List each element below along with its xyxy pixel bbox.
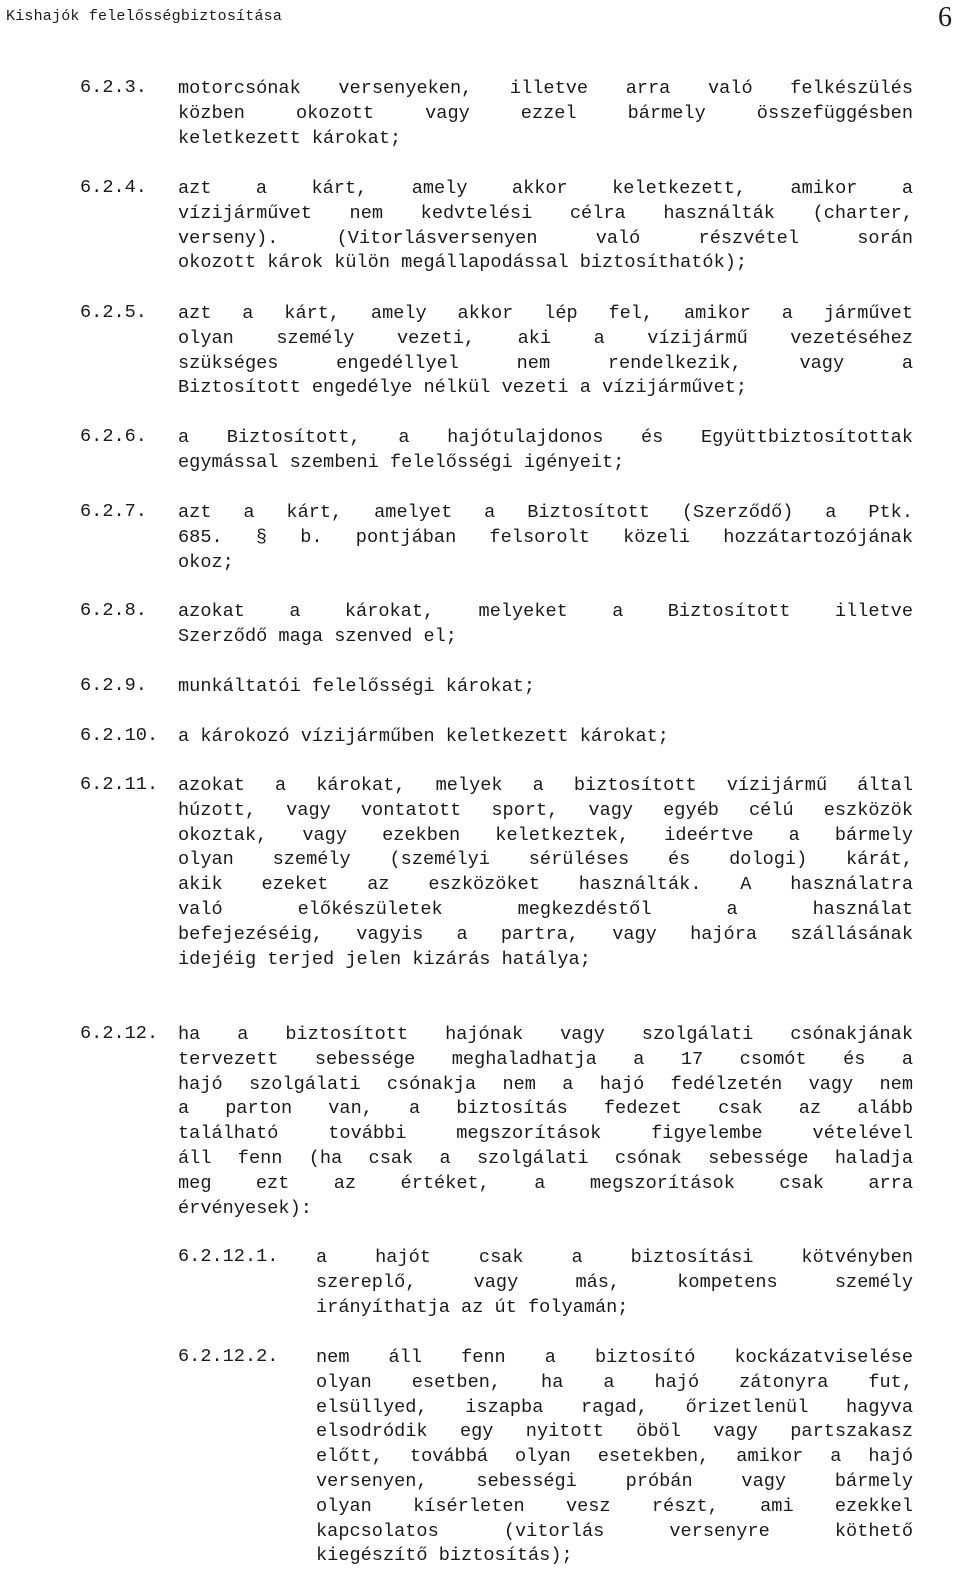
item-text <box>178 426 913 476</box>
text-line: versenyen, sebességi próbán vagy bármely <box>316 1470 913 1492</box>
text-line: 685. § b. pontjában felsorolt közeli hozzátartozójának <box>178 526 913 548</box>
text-line: található további megszorítások figyelembe vételével <box>178 1123 913 1145</box>
item-text <box>316 1346 913 1569</box>
text-line: elsodródik egy nyitott öböl vagy partszakasz <box>316 1421 913 1443</box>
text-line: azokat a károkat, melyek a biztosított vízijármű által <box>178 775 913 796</box>
text-line: való előkészületek megkezdéstől a használat <box>178 898 913 920</box>
text-line: vízijárművet nem kedvtelési célra használták (charter, <box>178 202 913 224</box>
text-line: azt a kárt, amely akkor lép fel, amikor a járművet <box>178 303 913 324</box>
page-number: 6 <box>938 2 952 33</box>
text-line: egymással szembeni felelősségi igényeit; <box>178 451 625 473</box>
text-line: munkáltatói felelősségi károkat; <box>178 676 536 697</box>
text-line: kapcsolatos (vitorlás versenyre köthető <box>316 1520 913 1542</box>
text-line: motorcsónak versenyeken, illetve arra való felkészülés <box>178 78 913 99</box>
item-number: 6.2.12.1. <box>178 1246 279 1267</box>
item-number: 6.2.12. <box>80 1023 159 1044</box>
text-line: a károkozó vízijárműben keletkezett károkat; <box>178 726 669 747</box>
item-text <box>178 77 913 151</box>
text-line: Szerződő maga szenved el; <box>178 625 457 647</box>
text-line: olyan személy vezeti, aki a vízijármű vezetéséhez <box>178 327 913 349</box>
text-line: húzott, vagy vontatott sport, vagy egyéb célú eszközök <box>178 799 913 821</box>
item-number: 6.2.12.2. <box>178 1346 279 1367</box>
page-header <box>6 2 952 33</box>
text-line: olyan kísérleten vesz részt, ami ezekkel <box>316 1495 913 1517</box>
text-line: olyan esetben, ha a hajó zátonyra fut, <box>316 1371 913 1393</box>
item-number: 6.2.10. <box>80 725 159 746</box>
text-line: a Biztosított, a hajótulajdonos és Együttbiztosítottak <box>178 427 913 448</box>
item-number: 6.2.5. <box>80 302 147 323</box>
item-number: 6.2.7. <box>80 501 147 522</box>
text-line: azokat a károkat, melyeket a Biztosított illetve <box>178 601 913 622</box>
item-number: 6.2.4. <box>80 177 147 198</box>
text-line: a hajót csak a biztosítási kötvényben <box>316 1247 913 1268</box>
text-line: okoz; <box>178 551 234 573</box>
text-line: akik ezeket az eszközöket használták. A használatra <box>178 874 913 896</box>
header-title: Kishajók felelősségbiztosítása <box>6 8 283 25</box>
item-number: 6.2.3. <box>80 77 147 98</box>
item-text <box>178 725 913 750</box>
item-text <box>316 1246 913 1320</box>
text-line: keletkezett károkat; <box>178 127 402 149</box>
item-number: 6.2.6. <box>80 426 147 447</box>
text-line: áll fenn (ha csak a szolgálati csónak sebessége haladja <box>178 1147 913 1169</box>
item-number: 6.2.8. <box>80 600 147 621</box>
text-line: a parton van, a biztosítás fedezet csak az alább <box>178 1098 913 1120</box>
text-line: meg ezt az értéket, a megszorítások csak arra <box>178 1172 913 1194</box>
text-line: előtt, továbbá olyan esetekben, amikor a hajó <box>316 1446 913 1468</box>
text-line: kiegészítő biztosítás); <box>316 1545 573 1567</box>
text-line: okozott károk külön megállapodással biztosíthatók); <box>178 252 748 274</box>
text-line: azt a kárt, amely akkor keletkezett, amikor a <box>178 178 913 199</box>
item-text <box>178 1023 913 1221</box>
text-line: okoztak, vagy ezekben keletkeztek, ideértve a bármely <box>178 824 913 846</box>
item-number: 6.2.9. <box>80 675 147 696</box>
text-line: érvényesek): <box>178 1197 312 1219</box>
text-line: olyan személy (személyi sérüléses és dologi) kárát, <box>178 849 913 871</box>
text-line: idejéig terjed jelen kizárás hatálya; <box>178 948 591 970</box>
text-line: tervezett sebessége meghaladhatja a 17 csomót és a <box>178 1048 913 1070</box>
item-number: 6.2.11. <box>80 774 159 795</box>
text-line: szereplő, vagy más, kompetens személy <box>316 1271 913 1293</box>
text-line: irányíthatja az út folyamán; <box>316 1296 629 1318</box>
item-text <box>178 774 913 972</box>
text-line: szükséges engedéllyel nem rendelkezik, vagy a <box>178 352 913 374</box>
item-text <box>178 600 913 650</box>
text-line: verseny). (Vitorlásversenyen való részvétel során <box>178 227 913 249</box>
text-line: elsüllyed, iszapba ragad, őrizetlenül hagyva <box>316 1396 913 1418</box>
item-text <box>178 675 913 700</box>
text-line: Biztosított engedélye nélkül vezeti a vízijárművet; <box>178 377 748 399</box>
text-line: nem áll fenn a biztosító kockázatviselése <box>316 1347 913 1368</box>
text-line: hajó szolgálati csónakja nem a hajó fedélzetén vagy nem <box>178 1073 913 1095</box>
text-line: azt a kárt, amelyet a Biztosított (Szerződő) a Ptk. <box>178 502 913 523</box>
text-line: ha a biztosított hajónak vagy szolgálati csónakjának <box>178 1024 913 1045</box>
item-text <box>178 177 913 276</box>
text-line: közben okozott vagy ezzel bármely összefüggésben <box>178 102 913 124</box>
text-line: befejezéséig, vagyis a partra, vagy hajóra szállásának <box>178 923 913 945</box>
item-text <box>178 501 913 575</box>
item-text <box>178 302 913 401</box>
